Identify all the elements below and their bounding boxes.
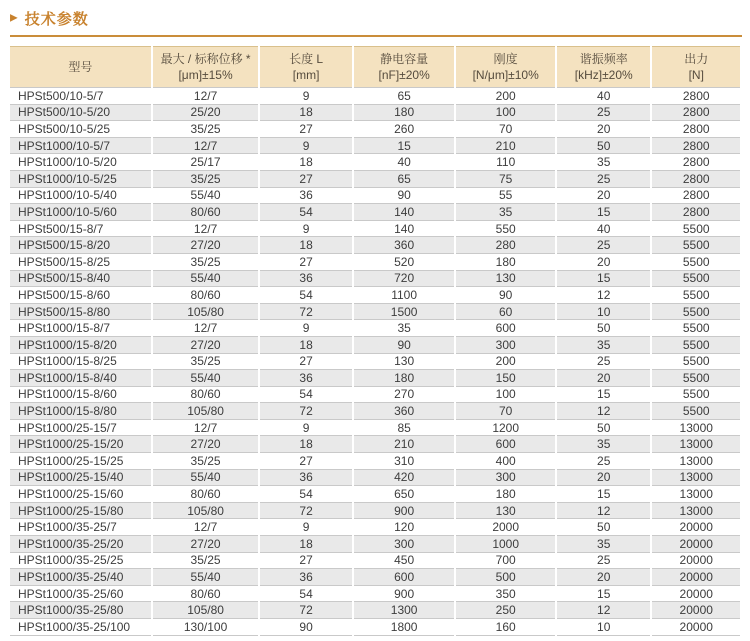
column-unit: [μm]±15% [178,68,233,82]
table-row [10,453,740,470]
model-cell: HPSt1000/25-15/25 [10,453,151,470]
value-cell: 900 [354,503,455,520]
value-cell: 25 [557,171,651,188]
value-cell: 35/25 [153,354,259,371]
triangle-marker-icon: ▶ [10,12,18,24]
value-cell: 15 [354,138,455,155]
value-cell: 2800 [652,188,740,205]
value-cell: 18 [260,105,352,122]
divider [10,35,742,37]
value-cell: 55/40 [153,569,259,586]
value-cell: 54 [260,204,352,221]
value-cell: 5500 [652,354,740,371]
column-unit: [N/μm]±10% [472,68,539,82]
model-cell: HPSt500/15-8/80 [10,304,151,321]
column-header-displacement [153,46,259,87]
value-cell: 5500 [652,370,740,387]
table-body [10,87,740,636]
value-cell: 90 [260,619,352,636]
column-header-capacitance [354,46,455,87]
column-label: 最大 / 标称位移 * [160,51,251,66]
table-row [10,304,740,321]
value-cell: 105/80 [153,304,259,321]
value-cell: 130 [354,354,455,371]
model-cell: HPSt500/10-5/25 [10,121,151,138]
table-row [10,470,740,487]
value-cell: 9 [260,320,352,337]
value-cell: 54 [260,287,352,304]
value-cell: 260 [354,121,455,138]
value-cell: 75 [456,171,555,188]
model-cell: HPSt1000/15-8/7 [10,320,151,337]
value-cell: 50 [557,420,651,437]
value-cell: 72 [260,602,352,619]
column-label: 刚度 [493,51,518,66]
value-cell: 18 [260,436,352,453]
model-cell: HPSt500/15-8/40 [10,271,151,288]
model-cell: HPSt500/15-8/25 [10,254,151,271]
value-cell: 720 [354,271,455,288]
value-cell: 700 [456,553,555,570]
value-cell: 100 [456,105,555,122]
table-row [10,569,740,586]
value-cell: 25 [557,237,651,254]
value-cell: 9 [260,87,352,105]
table-row [10,188,740,205]
value-cell: 25 [557,553,651,570]
table-header [10,46,740,87]
table-row [10,221,740,238]
value-cell: 210 [354,436,455,453]
value-cell: 12/7 [153,138,259,155]
value-cell: 130 [456,271,555,288]
datasheet-page [0,8,750,641]
value-cell: 13000 [652,453,740,470]
value-cell: 1300 [354,602,455,619]
table-row [10,154,740,171]
value-cell: 55/40 [153,370,259,387]
table-row [10,87,740,105]
value-cell: 35 [557,154,651,171]
value-cell: 50 [557,320,651,337]
column-header-length [260,46,352,87]
value-cell: 36 [260,470,352,487]
table-row [10,370,740,387]
value-cell: 20 [557,569,651,586]
column-header-output-force [652,46,740,87]
model-cell: HPSt1000/35-25/40 [10,569,151,586]
value-cell: 35/25 [153,553,259,570]
value-cell: 160 [456,619,555,636]
table-row [10,254,740,271]
value-cell: 12 [557,287,651,304]
value-cell: 2000 [456,519,555,536]
column-unit: [nF]±20% [378,68,430,82]
value-cell: 20 [557,370,651,387]
model-cell: HPSt500/15-8/20 [10,237,151,254]
value-cell: 300 [456,337,555,354]
model-cell: HPSt500/10-5/20 [10,105,151,122]
value-cell: 600 [456,320,555,337]
value-cell: 27 [260,553,352,570]
value-cell: 200 [456,354,555,371]
table-row [10,536,740,553]
value-cell: 72 [260,503,352,520]
value-cell: 25 [557,453,651,470]
value-cell: 12 [557,503,651,520]
value-cell: 25/20 [153,105,259,122]
value-cell: 13000 [652,436,740,453]
value-cell: 55/40 [153,188,259,205]
value-cell: 105/80 [153,403,259,420]
value-cell: 27/20 [153,436,259,453]
value-cell: 27 [260,354,352,371]
model-cell: HPSt1000/25-15/40 [10,470,151,487]
value-cell: 5500 [652,237,740,254]
value-cell: 420 [354,470,455,487]
value-cell: 12/7 [153,519,259,536]
value-cell: 140 [354,204,455,221]
value-cell: 12/7 [153,420,259,437]
value-cell: 1800 [354,619,455,636]
value-cell: 12/7 [153,87,259,105]
header-row [10,46,740,87]
value-cell: 35 [456,204,555,221]
value-cell: 36 [260,370,352,387]
model-cell: HPSt1000/35-25/25 [10,553,151,570]
value-cell: 200 [456,87,555,105]
section-title: 技术参数 [24,10,89,28]
value-cell: 1500 [354,304,455,321]
value-cell: 360 [354,403,455,420]
specs-table [8,46,742,636]
table-row [10,387,740,404]
value-cell: 650 [354,486,455,503]
value-cell: 150 [456,370,555,387]
model-cell: HPSt1000/25-15/60 [10,486,151,503]
value-cell: 2800 [652,138,740,155]
value-cell: 20000 [652,553,740,570]
value-cell: 520 [354,254,455,271]
value-cell: 5500 [652,337,740,354]
value-cell: 5500 [652,254,740,271]
value-cell: 90 [354,337,455,354]
value-cell: 1000 [456,536,555,553]
column-header-model [10,46,151,87]
model-cell: HPSt1000/10-5/40 [10,188,151,205]
value-cell: 13000 [652,470,740,487]
value-cell: 12 [557,602,651,619]
value-cell: 5500 [652,387,740,404]
table-row [10,403,740,420]
value-cell: 5500 [652,403,740,420]
table-row [10,171,740,188]
value-cell: 40 [557,87,651,105]
value-cell: 54 [260,586,352,603]
value-cell: 25/17 [153,154,259,171]
value-cell: 18 [260,237,352,254]
table-row [10,320,740,337]
value-cell: 36 [260,569,352,586]
value-cell: 85 [354,420,455,437]
value-cell: 40 [354,154,455,171]
section-header [10,8,750,28]
table-row [10,503,740,520]
value-cell: 600 [354,569,455,586]
value-cell: 35 [557,337,651,354]
value-cell: 55 [456,188,555,205]
model-cell: HPSt500/15-8/60 [10,287,151,304]
model-cell: HPSt1000/25-15/20 [10,436,151,453]
value-cell: 270 [354,387,455,404]
table-row [10,237,740,254]
value-cell: 70 [456,403,555,420]
model-cell: HPSt500/10-5/7 [10,87,151,105]
model-cell: HPSt1000/15-8/25 [10,354,151,371]
value-cell: 2800 [652,105,740,122]
value-cell: 5500 [652,287,740,304]
column-label: 出力 [684,51,709,66]
value-cell: 50 [557,519,651,536]
value-cell: 12/7 [153,221,259,238]
value-cell: 25 [557,105,651,122]
value-cell: 20000 [652,569,740,586]
value-cell: 9 [260,519,352,536]
value-cell: 9 [260,221,352,238]
value-cell: 300 [354,536,455,553]
table-row [10,519,740,536]
value-cell: 2800 [652,121,740,138]
value-cell: 20 [557,121,651,138]
value-cell: 18 [260,154,352,171]
value-cell: 20000 [652,602,740,619]
value-cell: 35 [557,536,651,553]
model-cell: HPSt1000/25-15/80 [10,503,151,520]
table-row [10,619,740,636]
model-cell: HPSt1000/10-5/60 [10,204,151,221]
value-cell: 20 [557,254,651,271]
column-unit: [kHz]±20% [574,68,633,82]
model-cell: HPSt1000/35-25/100 [10,619,151,636]
value-cell: 50 [557,138,651,155]
value-cell: 20000 [652,536,740,553]
value-cell: 900 [354,586,455,603]
value-cell: 130 [456,503,555,520]
value-cell: 120 [354,519,455,536]
value-cell: 15 [557,271,651,288]
table-row [10,420,740,437]
column-unit: [N] [688,68,704,82]
model-cell: HPSt1000/35-25/80 [10,602,151,619]
model-cell: HPSt500/15-8/7 [10,221,151,238]
column-label: 静电容量 [380,51,429,66]
value-cell: 20 [557,188,651,205]
value-cell: 9 [260,138,352,155]
table-row [10,121,740,138]
value-cell: 27/20 [153,337,259,354]
model-cell: HPSt1000/15-8/60 [10,387,151,404]
value-cell: 27/20 [153,536,259,553]
table-row [10,354,740,371]
model-cell: HPSt1000/35-25/7 [10,519,151,536]
value-cell: 13000 [652,420,740,437]
value-cell: 35 [557,436,651,453]
value-cell: 35/25 [153,254,259,271]
value-cell: 72 [260,304,352,321]
table-row [10,436,740,453]
value-cell: 100 [456,387,555,404]
table-row [10,602,740,619]
table-row [10,486,740,503]
value-cell: 550 [456,221,555,238]
value-cell: 27 [260,453,352,470]
model-cell: HPSt1000/35-25/20 [10,536,151,553]
value-cell: 80/60 [153,586,259,603]
value-cell: 350 [456,586,555,603]
model-cell: HPSt1000/35-25/60 [10,586,151,603]
value-cell: 1100 [354,287,455,304]
value-cell: 13000 [652,503,740,520]
column-label: 型号 [68,59,93,74]
value-cell: 300 [456,470,555,487]
value-cell: 2800 [652,204,740,221]
value-cell: 10 [557,619,651,636]
value-cell: 180 [354,370,455,387]
value-cell: 2800 [652,87,740,105]
value-cell: 54 [260,387,352,404]
table-row [10,204,740,221]
model-cell: HPSt1000/25-15/7 [10,420,151,437]
value-cell: 180 [456,254,555,271]
value-cell: 400 [456,453,555,470]
value-cell: 90 [456,287,555,304]
table-row [10,553,740,570]
value-cell: 35/25 [153,171,259,188]
value-cell: 90 [354,188,455,205]
value-cell: 105/80 [153,602,259,619]
table-row [10,337,740,354]
value-cell: 27 [260,254,352,271]
value-cell: 80/60 [153,204,259,221]
value-cell: 15 [557,204,651,221]
value-cell: 140 [354,221,455,238]
column-header-stiffness [456,46,555,87]
value-cell: 1200 [456,420,555,437]
value-cell: 54 [260,486,352,503]
value-cell: 450 [354,553,455,570]
value-cell: 13000 [652,486,740,503]
value-cell: 250 [456,602,555,619]
value-cell: 12/7 [153,320,259,337]
value-cell: 2800 [652,171,740,188]
model-cell: HPSt1000/15-8/40 [10,370,151,387]
value-cell: 180 [456,486,555,503]
model-cell: HPSt1000/15-8/20 [10,337,151,354]
value-cell: 35 [354,320,455,337]
value-cell: 35/25 [153,121,259,138]
value-cell: 20 [557,470,651,487]
value-cell: 5500 [652,320,740,337]
value-cell: 18 [260,536,352,553]
value-cell: 80/60 [153,486,259,503]
value-cell: 27/20 [153,237,259,254]
value-cell: 2800 [652,154,740,171]
value-cell: 65 [354,87,455,105]
value-cell: 72 [260,403,352,420]
table-row [10,586,740,603]
column-header-resonant-frequency [557,46,651,87]
value-cell: 18 [260,337,352,354]
model-cell: HPSt1000/10-5/25 [10,171,151,188]
value-cell: 600 [456,436,555,453]
value-cell: 27 [260,171,352,188]
value-cell: 130/100 [153,619,259,636]
model-cell: HPSt1000/15-8/80 [10,403,151,420]
column-unit: [mm] [292,68,320,82]
value-cell: 20000 [652,519,740,536]
value-cell: 27 [260,121,352,138]
value-cell: 35/25 [153,453,259,470]
table-row [10,287,740,304]
value-cell: 10 [557,304,651,321]
column-label: 长度 L [289,51,324,66]
value-cell: 20000 [652,619,740,636]
value-cell: 15 [557,486,651,503]
value-cell: 310 [354,453,455,470]
value-cell: 280 [456,237,555,254]
value-cell: 180 [354,105,455,122]
value-cell: 500 [456,569,555,586]
table-row [10,105,740,122]
model-cell: HPSt1000/10-5/7 [10,138,151,155]
value-cell: 70 [456,121,555,138]
value-cell: 110 [456,154,555,171]
value-cell: 36 [260,271,352,288]
value-cell: 20000 [652,586,740,603]
value-cell: 5500 [652,221,740,238]
column-label: 谐振频率 [579,51,628,66]
value-cell: 60 [456,304,555,321]
table-row [10,138,740,155]
value-cell: 15 [557,586,651,603]
value-cell: 15 [557,387,651,404]
value-cell: 80/60 [153,387,259,404]
value-cell: 210 [456,138,555,155]
value-cell: 5500 [652,271,740,288]
value-cell: 5500 [652,304,740,321]
value-cell: 12 [557,403,651,420]
model-cell: HPSt1000/10-5/20 [10,154,151,171]
table-row [10,271,740,288]
value-cell: 9 [260,420,352,437]
value-cell: 55/40 [153,470,259,487]
value-cell: 25 [557,354,651,371]
value-cell: 105/80 [153,503,259,520]
value-cell: 40 [557,221,651,238]
value-cell: 55/40 [153,271,259,288]
value-cell: 36 [260,188,352,205]
value-cell: 65 [354,171,455,188]
value-cell: 360 [354,237,455,254]
value-cell: 80/60 [153,287,259,304]
